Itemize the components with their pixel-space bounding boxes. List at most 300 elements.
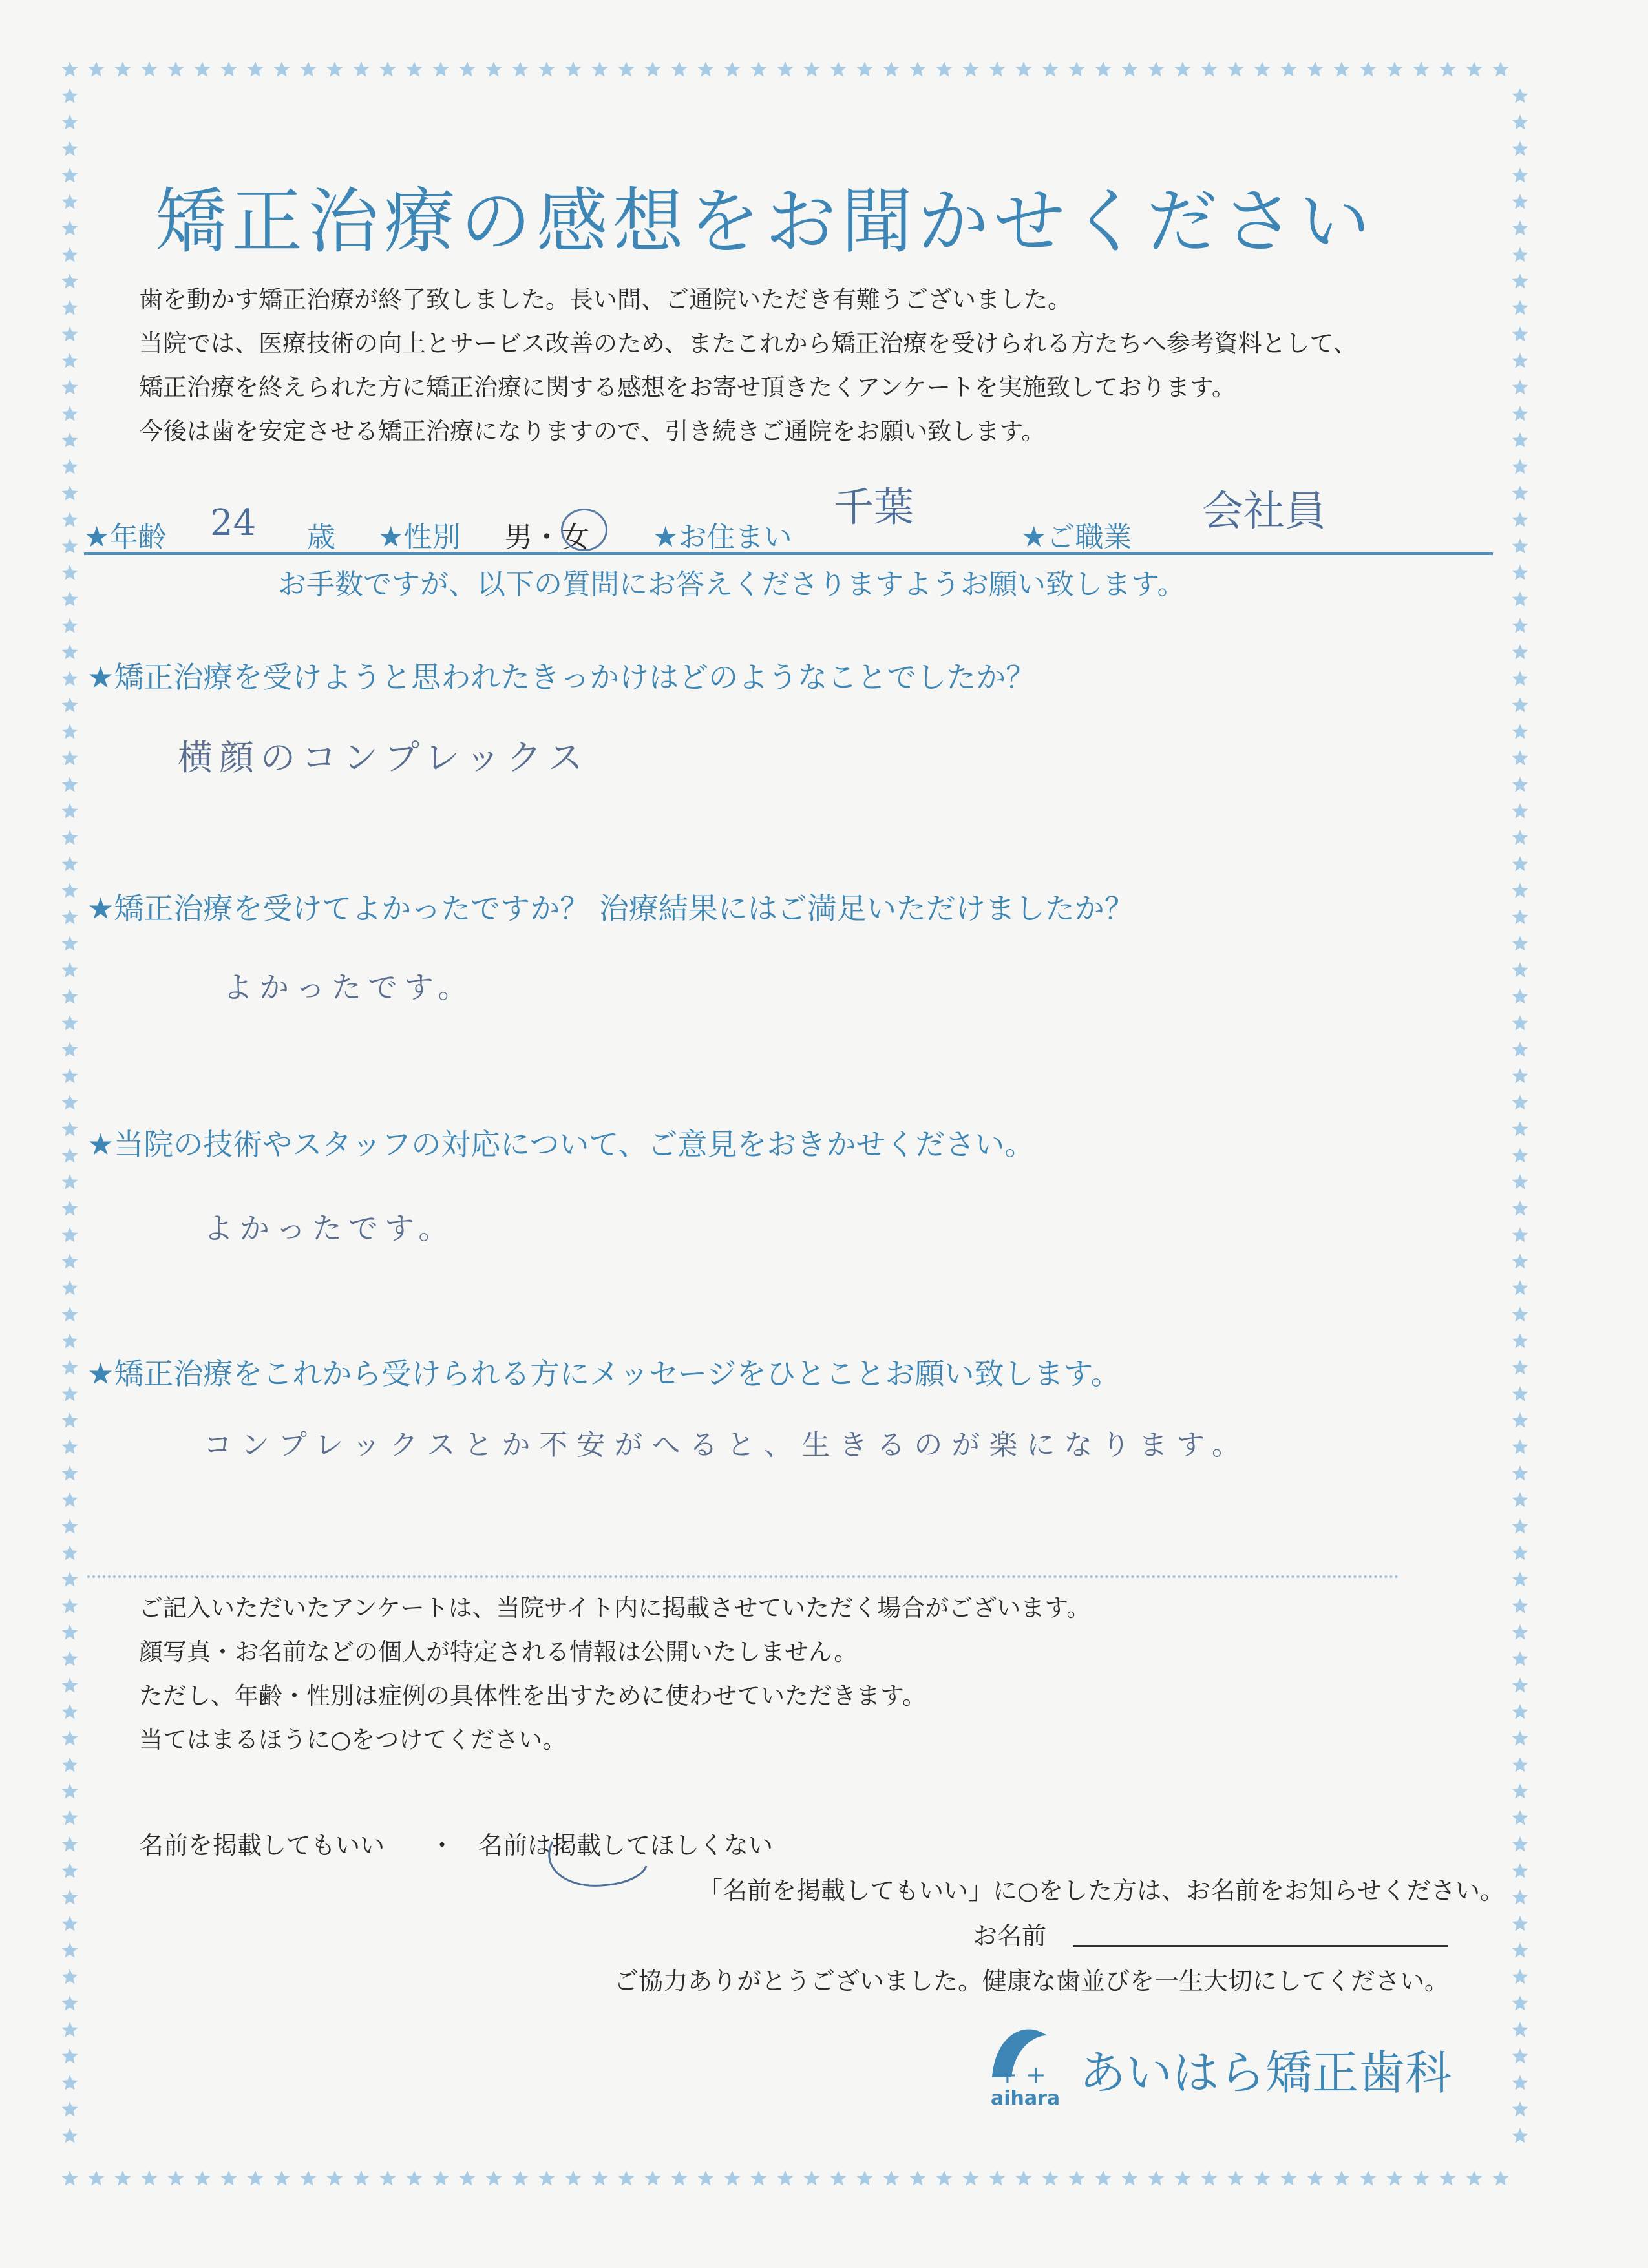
border-star <box>62 1677 78 1693</box>
border-star <box>62 1333 78 1349</box>
border-star <box>62 1042 78 1057</box>
border-star <box>221 2170 237 2186</box>
border-star <box>1095 2170 1112 2186</box>
border-star <box>1512 803 1528 819</box>
border-star <box>1512 247 1528 262</box>
border-star <box>62 671 78 686</box>
border-star <box>62 326 78 342</box>
border-star <box>62 856 78 872</box>
border-star <box>1512 538 1528 554</box>
question-4: ★矯正治療をこれから受けられる方にメッセージをひとことお願い致します。 <box>87 1356 1121 1391</box>
border-star <box>62 1465 78 1481</box>
border-star <box>62 1889 78 1905</box>
border-star <box>1148 2170 1165 2186</box>
border-star <box>62 1015 78 1031</box>
border-star <box>1228 61 1244 77</box>
border-star <box>62 1810 78 1825</box>
answer-4[interactable]: コンプレックスとか不安がへると、生きるのが楽になります。 <box>204 1429 1249 1462</box>
border-star <box>1281 61 1297 77</box>
border-star <box>1512 1677 1528 1693</box>
border-star <box>380 2170 396 2186</box>
border-star <box>1512 1360 1528 1375</box>
border-star <box>62 724 78 739</box>
border-star <box>62 220 78 236</box>
border-star <box>62 1704 78 1719</box>
border-star <box>62 1624 78 1640</box>
border-star <box>1512 830 1528 845</box>
occupation-value[interactable]: 会社員 <box>1202 488 1326 536</box>
border-star <box>407 2170 423 2186</box>
border-star <box>1512 1386 1528 1402</box>
border-star <box>62 88 78 103</box>
border-star <box>195 61 211 77</box>
border-star <box>1512 1651 1528 1666</box>
border-star <box>115 2170 131 2186</box>
border-star <box>1387 61 1403 77</box>
border-star <box>62 618 78 633</box>
intro-line: 今後は歯を安定させる矯正治療になりますので、引き続きご通院をお願い致します。 <box>139 417 1046 445</box>
border-star <box>62 883 78 898</box>
thanks-message: ご協力ありがとうございました。健康な歯並びを一生大切にしてください。 <box>614 1967 1450 1995</box>
border-star <box>62 485 78 501</box>
border-star <box>1512 1439 1528 1454</box>
border-star <box>1512 1042 1528 1057</box>
border-star <box>62 2075 78 2090</box>
border-star <box>1493 2170 1509 2186</box>
name-signature-field[interactable] <box>1073 1945 1448 1947</box>
border-star <box>618 2170 635 2186</box>
border-star <box>1512 1201 1528 1216</box>
profile-row <box>84 483 1493 555</box>
intro-text <box>139 278 1464 454</box>
border-star <box>1512 724 1528 739</box>
border-star <box>1281 2170 1297 2186</box>
border-star <box>62 1651 78 1666</box>
border-star <box>618 61 635 77</box>
border-star <box>1512 1916 1528 1931</box>
border-star <box>1440 2170 1456 2186</box>
border-star <box>1512 220 1528 236</box>
clinic-logo <box>986 2016 1452 2113</box>
border-star <box>1512 1863 1528 1878</box>
age-value[interactable]: 24 <box>210 502 257 544</box>
border-star <box>1334 61 1350 77</box>
border-star <box>592 2170 608 2186</box>
border-star <box>62 1942 78 1958</box>
border-star <box>62 1174 78 1190</box>
border-star <box>327 61 343 77</box>
border-star <box>1512 1307 1528 1322</box>
border-star <box>1254 2170 1271 2186</box>
border-star <box>804 61 820 77</box>
border-star <box>1440 61 1456 77</box>
border-star <box>1512 697 1528 713</box>
border-star <box>1466 61 1483 77</box>
border-star <box>1512 141 1528 156</box>
border-star <box>1493 61 1509 77</box>
border-star <box>1228 2170 1244 2186</box>
border-star <box>1413 2170 1430 2186</box>
intro-line: 当院では、医療技術の向上とサービス改善のため、またこれから矯正治療を受けられる方たちへ参考資料として、 <box>139 330 1357 357</box>
border-star <box>1512 883 1528 898</box>
residence-label: ★お住まい <box>653 521 792 554</box>
border-star <box>777 61 794 77</box>
border-star <box>62 644 78 660</box>
clinic-name: あいはら矯正歯科 <box>1079 2046 1452 2100</box>
border-star <box>804 2170 820 2186</box>
border-star <box>1512 379 1528 395</box>
border-star <box>62 2170 78 2186</box>
border-star <box>62 300 78 315</box>
border-star <box>1512 618 1528 633</box>
border-star <box>1512 1148 1528 1163</box>
border-star <box>62 1730 78 1746</box>
border-star <box>539 61 555 77</box>
border-star <box>1512 2022 1528 2037</box>
answer-3[interactable]: よかったです。 <box>204 1211 455 1246</box>
border-star <box>168 61 184 77</box>
border-star <box>301 61 317 77</box>
border-star <box>1512 1333 1528 1349</box>
border-star <box>989 61 1006 77</box>
consent-selection-mark <box>540 1829 650 1893</box>
border-star <box>62 1783 78 1799</box>
consent-separator: ・ <box>430 1831 455 1860</box>
border-star <box>142 61 158 77</box>
border-star <box>62 1121 78 1137</box>
border-star <box>274 61 290 77</box>
border-star <box>1512 777 1528 792</box>
border-star <box>62 936 78 951</box>
intro-line: 矯正治療を終えられた方に矯正治療に関する感想をお寄せ頂きたくアンケートを実施致しております。 <box>139 373 1236 401</box>
border-star <box>857 61 873 77</box>
border-star <box>327 2170 343 2186</box>
border-star <box>830 61 847 77</box>
border-star <box>62 1095 78 1110</box>
border-star <box>1512 167 1528 183</box>
border-star <box>62 1439 78 1454</box>
border-star <box>62 1545 78 1560</box>
border-star <box>62 167 78 183</box>
border-star <box>1512 1995 1528 2011</box>
border-star <box>1512 1121 1528 1137</box>
border-star <box>407 61 423 77</box>
border-star <box>433 61 449 77</box>
border-star <box>62 1360 78 1375</box>
border-star <box>1512 1757 1528 1772</box>
gender-label: ★性別 <box>378 521 461 554</box>
border-star <box>1512 459 1528 474</box>
border-star <box>62 750 78 766</box>
border-star <box>751 2170 767 2186</box>
border-star <box>62 1227 78 1243</box>
svg-text:+: + <box>1026 2061 1046 2089</box>
border-star <box>1512 1571 1528 1587</box>
border-star <box>1512 2048 1528 2064</box>
border-star <box>1512 1942 1528 1958</box>
border-star <box>1512 1836 1528 1852</box>
border-star <box>1360 61 1377 77</box>
border-star <box>1334 2170 1350 2186</box>
border-star <box>1201 61 1218 77</box>
border-star <box>1512 2128 1528 2143</box>
border-star <box>1307 2170 1324 2186</box>
border-star <box>1413 61 1430 77</box>
border-star <box>1512 114 1528 130</box>
border-star <box>1512 1704 1528 1719</box>
border-star <box>1512 1810 1528 1825</box>
border-star <box>89 2170 105 2186</box>
border-star <box>62 432 78 448</box>
border-star <box>354 61 370 77</box>
border-star <box>1512 1783 1528 1799</box>
consent-option-yes[interactable]: 名前を掲載してもいい <box>139 1831 385 1860</box>
border-star <box>62 512 78 527</box>
border-star <box>1042 2170 1059 2186</box>
border-star <box>963 2170 979 2186</box>
border-star <box>62 141 78 156</box>
border-star <box>62 830 78 845</box>
border-star <box>724 2170 741 2186</box>
border-star <box>1512 565 1528 580</box>
border-star <box>62 1757 78 1772</box>
border-star <box>1122 2170 1138 2186</box>
border-star <box>62 989 78 1004</box>
residence-value[interactable]: 千葉 <box>834 483 914 530</box>
border-star <box>989 2170 1006 2186</box>
border-star <box>89 61 105 77</box>
border-star <box>62 591 78 607</box>
border-star <box>671 2170 688 2186</box>
border-star <box>1512 88 1528 103</box>
gender-options[interactable]: 男・女 <box>504 521 589 554</box>
border-star <box>1512 1095 1528 1110</box>
border-star <box>221 61 237 77</box>
border-star <box>1512 856 1528 872</box>
border-star <box>433 2170 449 2186</box>
border-star <box>777 2170 794 2186</box>
border-star <box>1512 644 1528 660</box>
border-star <box>1148 61 1165 77</box>
border-star <box>1512 1518 1528 1534</box>
notice-line: ただし、年齢・性別は症例の具体性を出すために使わせていただきます。 <box>139 1682 927 1710</box>
border-star <box>1069 2170 1085 2186</box>
border-star <box>486 61 502 77</box>
border-star <box>142 2170 158 2186</box>
border-star <box>1512 1015 1528 1031</box>
border-star <box>274 2170 290 2186</box>
border-star <box>512 61 529 77</box>
border-star <box>1512 512 1528 527</box>
border-star <box>1512 591 1528 607</box>
border-star <box>460 2170 476 2186</box>
svg-text:+: + <box>997 2061 1018 2089</box>
border-star <box>1042 61 1059 77</box>
gender-selected-circle <box>561 509 607 551</box>
border-star <box>62 1863 78 1878</box>
border-star <box>671 61 688 77</box>
border-star <box>565 61 582 77</box>
border-star <box>1512 1545 1528 1560</box>
border-star <box>1016 61 1032 77</box>
border-star <box>62 1518 78 1534</box>
border-star <box>1512 750 1528 766</box>
clinic-logo-sub: aihara <box>991 2087 1061 2110</box>
border-star <box>115 61 131 77</box>
border-star <box>1512 1280 1528 1296</box>
border-star <box>1512 2075 1528 2090</box>
border-star <box>62 406 78 421</box>
answer-2[interactable]: よかったです。 <box>223 970 474 1005</box>
border-star <box>1512 406 1528 421</box>
border-star <box>1201 2170 1218 2186</box>
border-star <box>910 61 926 77</box>
border-star <box>301 2170 317 2186</box>
border-star <box>1387 2170 1403 2186</box>
border-star <box>1122 61 1138 77</box>
border-star <box>168 2170 184 2186</box>
page-title: 矯正治療の感想をお聞かせください <box>155 180 1375 263</box>
border-star <box>354 2170 370 2186</box>
border-star <box>1512 962 1528 978</box>
border-star <box>1512 909 1528 925</box>
border-star <box>62 1916 78 1931</box>
border-star <box>539 2170 555 2186</box>
border-star <box>62 2128 78 2143</box>
border-star <box>512 2170 529 2186</box>
intro-line: 歯を動かす矯正治療が終了致しました。長い間、ご通院いただき有難うございました。 <box>139 286 1072 313</box>
consent-option-no[interactable]: 名前は掲載してほしくない <box>478 1831 774 1860</box>
border-star <box>698 2170 714 2186</box>
border-star <box>1512 671 1528 686</box>
sub-request: お手数ですが、以下の質問にお答えくださりますようお願い致します。 <box>278 568 1186 601</box>
border-star <box>1512 989 1528 1004</box>
occupation-label: ★ご職業 <box>1021 521 1132 554</box>
border-star <box>645 61 661 77</box>
border-star <box>62 194 78 209</box>
border-star <box>62 61 78 77</box>
border-star <box>1254 61 1271 77</box>
border-star <box>910 2170 926 2186</box>
border-star <box>1512 300 1528 315</box>
border-star <box>62 1254 78 1269</box>
border-star <box>1069 61 1085 77</box>
border-star <box>62 1969 78 1984</box>
answer-1[interactable]: 横顔のコンプレックス <box>178 737 589 778</box>
border-star <box>62 1598 78 1613</box>
border-star <box>62 2022 78 2037</box>
border-star <box>1512 1492 1528 1507</box>
border-star <box>1512 1969 1528 1984</box>
border-star <box>1512 1227 1528 1243</box>
border-star <box>645 2170 661 2186</box>
border-star <box>1512 1174 1528 1190</box>
border-star <box>1512 1412 1528 1428</box>
border-star <box>1512 1598 1528 1613</box>
question-3: ★当院の技術やスタッフの対応について、ご意見をおきかせください。 <box>87 1127 1035 1162</box>
border-star <box>1307 61 1324 77</box>
border-star <box>1512 485 1528 501</box>
border-star <box>698 61 714 77</box>
age-label: ★年齢 <box>84 521 167 554</box>
border-star <box>1512 1889 1528 1905</box>
border-star <box>963 61 979 77</box>
border-star <box>1512 353 1528 368</box>
border-star <box>62 962 78 978</box>
border-star <box>62 1412 78 1428</box>
border-star <box>565 2170 582 2186</box>
border-star <box>936 2170 953 2186</box>
border-star <box>1512 194 1528 209</box>
border-star <box>883 61 900 77</box>
border-star <box>883 2170 900 2186</box>
border-star <box>1466 2170 1483 2186</box>
border-star <box>62 1148 78 1163</box>
border-star <box>62 1307 78 1322</box>
border-star <box>830 2170 847 2186</box>
border-star <box>592 61 608 77</box>
border-star <box>62 538 78 554</box>
border-star <box>62 909 78 925</box>
dotted-divider <box>87 1575 1399 1578</box>
border-star <box>1512 1465 1528 1481</box>
name-label: お名前 <box>973 1922 1047 1950</box>
notice-line: 顔写真・お名前などの個人が特定される情報は公開いたしません。 <box>139 1638 858 1666</box>
border-star <box>62 803 78 819</box>
border-star <box>1512 1068 1528 1084</box>
border-star <box>62 1571 78 1587</box>
border-star <box>62 459 78 474</box>
border-star <box>62 273 78 289</box>
notice-line: 当てはまるほうに○をつけてください。 <box>139 1726 567 1754</box>
border-star <box>1512 273 1528 289</box>
border-star <box>62 1068 78 1084</box>
border-star <box>460 61 476 77</box>
border-star <box>936 61 953 77</box>
border-star <box>62 379 78 395</box>
question-1: ★矯正治療を受けようと思われたきっかけはどのようなことでしたか？ <box>87 660 1036 695</box>
border-star <box>62 1492 78 1507</box>
border-star <box>1512 326 1528 342</box>
border-star <box>1512 1624 1528 1640</box>
border-star <box>248 61 264 77</box>
border-star <box>62 247 78 262</box>
border-star <box>1095 61 1112 77</box>
border-star <box>195 2170 211 2186</box>
border-star <box>62 777 78 792</box>
border-star <box>62 1280 78 1296</box>
border-star <box>380 61 396 77</box>
border-star <box>248 2170 264 2186</box>
border-star <box>1512 936 1528 951</box>
border-star <box>62 1386 78 1402</box>
border-star <box>857 2170 873 2186</box>
notice-line: ご記入いただいたアンケートは、当院サイト内に掲載させていただく場合がございます。 <box>139 1594 1091 1622</box>
border-star <box>1512 1254 1528 1269</box>
name-request: 「名前を掲載してもいい」に○をした方は、お名前をお知らせください。 <box>698 1876 1505 1905</box>
question-2: ★矯正治療を受けてよかったですか？ 治療結果にはご満足いただけましたか？ <box>87 891 1134 926</box>
border-star <box>62 114 78 130</box>
border-star <box>62 1995 78 2011</box>
publication-notice <box>139 1586 1090 1762</box>
border-star <box>62 2101 78 2117</box>
border-star <box>486 2170 502 2186</box>
border-star <box>1512 1730 1528 1746</box>
border-star <box>724 61 741 77</box>
border-star <box>1512 432 1528 448</box>
border-star <box>62 1836 78 1852</box>
border-star <box>1175 2170 1191 2186</box>
